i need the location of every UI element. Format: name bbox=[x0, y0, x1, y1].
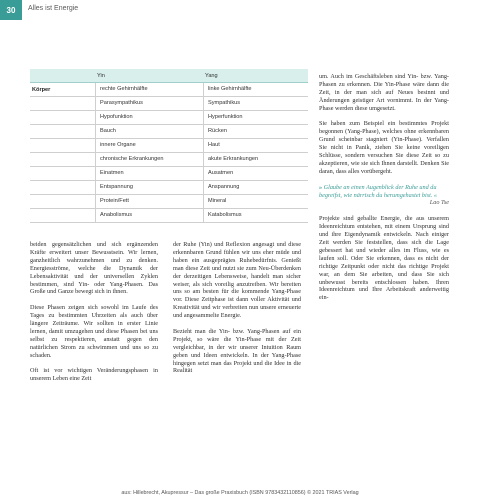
table-header-yin: Yin bbox=[97, 72, 105, 79]
cell-text: innere Organe bbox=[100, 142, 136, 148]
yang-cell bbox=[203, 83, 308, 96]
cell-text: Einatmen bbox=[100, 170, 124, 176]
table-row bbox=[30, 97, 308, 111]
cell-text: Ausatmen bbox=[208, 170, 234, 176]
cell-text: Haut bbox=[208, 142, 220, 148]
table-header-cell bbox=[30, 69, 95, 82]
cell-text: Sympathikus bbox=[208, 100, 241, 106]
yang-cell bbox=[203, 111, 308, 124]
row-category bbox=[30, 209, 95, 222]
paragraph: Oft ist vor wichtigen Veränderungsphasen in unserem Leben eine Zeit bbox=[30, 367, 158, 383]
table-row bbox=[30, 153, 308, 167]
cell-text: akute Erkrankungen bbox=[208, 156, 259, 162]
cell-text: Katabolismus bbox=[208, 212, 242, 218]
cell-text: Entspannung bbox=[100, 184, 133, 190]
row-category bbox=[30, 139, 95, 152]
row-category bbox=[30, 111, 95, 124]
text-column-middle bbox=[173, 241, 301, 375]
yin-cell bbox=[95, 125, 203, 138]
quote-author: Lao Tse bbox=[429, 199, 449, 207]
yang-cell bbox=[203, 125, 308, 138]
quote-text: Glaube an einen Augenblick der Ruhe und du begreifst, wie närrisch du herumgehastet bist. « bbox=[319, 183, 438, 199]
row-category bbox=[30, 195, 95, 208]
row-category bbox=[30, 153, 95, 166]
yin-cell bbox=[95, 167, 203, 180]
table-row bbox=[30, 209, 308, 223]
paragraph: um. Auch im Geschäftsleben sind Yin- bzw. Yang-Phasen zu erkennen. Die Yin-Phase wäre dann die Zeit, in der man sich auf Neues besinnt und Änderungen geistiger Art vornimmt. In der Yang-Phase werden diese umgesetzt. bbox=[319, 73, 449, 112]
table-header-yang: Yang bbox=[205, 72, 218, 79]
table-row bbox=[30, 111, 308, 125]
yang-cell bbox=[203, 139, 308, 152]
page-number: 30 bbox=[0, 0, 22, 20]
cell-text: Anspannung bbox=[208, 184, 240, 190]
text-column-right bbox=[319, 73, 449, 302]
paragraph: der Ruhe (Yin) und Reflexion angesagt und diese erkennbaren Grund fühlen wir uns eher müde und haben ein ausgeprägtes Ruhebedürfnis. Genießt man diese Zeit und nutzt sie zum Neu-Überdenken der derzeitigen Lebensweise, handelt man sicher weiser, als sich voreilig anzutreiben. Wir bereiten uns so am besten für die kommende Yang-Phase vor. Diese Zeitphase ist dann voller Aktivität und Kreativität und wir verbreiten nun unsere erneuerte und angesammelte Energie. bbox=[173, 241, 301, 320]
yin-cell bbox=[95, 181, 203, 194]
table-body bbox=[30, 83, 308, 223]
row-category bbox=[30, 181, 95, 194]
yin-cell bbox=[95, 83, 203, 96]
cell-text: Rücken bbox=[208, 128, 227, 134]
yang-cell bbox=[203, 167, 308, 180]
table-row bbox=[30, 83, 308, 97]
yin-cell bbox=[95, 97, 203, 110]
cell-text: chronische Erkrankungen bbox=[100, 156, 164, 162]
table-row bbox=[30, 125, 308, 139]
yin-yang-table bbox=[30, 69, 308, 223]
row-category bbox=[30, 83, 95, 96]
yang-cell bbox=[203, 181, 308, 194]
cell-text: Hyperfunktion bbox=[208, 114, 243, 120]
yin-cell bbox=[95, 139, 203, 152]
pull-quote bbox=[319, 184, 449, 208]
row-category bbox=[30, 167, 95, 180]
yin-cell bbox=[95, 153, 203, 166]
cell-text: Bauch bbox=[100, 128, 116, 134]
yang-cell bbox=[203, 209, 308, 222]
cell-text: rechte Gehirnhälfte bbox=[100, 86, 148, 92]
cell-text: Parasympathikus bbox=[100, 100, 143, 106]
cell-text: Körper bbox=[32, 86, 51, 93]
table-row bbox=[30, 139, 308, 153]
yang-cell bbox=[203, 153, 308, 166]
yin-cell bbox=[95, 195, 203, 208]
cell-text: Protein/Fett bbox=[100, 198, 129, 204]
cell-text: Hypofunktion bbox=[100, 114, 133, 120]
paragraph: Bezieht man die Yin- bzw. Yang-Phasen auf ein Projekt, so wäre die Yin-Phase mit der Zeit vergleichbar, in der wir unserer Intuition Raum geben und Ideen entwickeln. In der Yang-Phase hingegen setzt man das Projekt und die Idee in die Realität bbox=[173, 327, 301, 375]
cell-text: linke Gehirnhälfte bbox=[208, 86, 252, 92]
paragraph: Sie haben zum Beispiel ein bestimmtes Projekt begonnen (Yang-Phase), welches ohne erkennbaren Grund scheinbar stagniert (Yin-Phase). Verfallen Sie nicht in Panik, ziehen Sie keine voreiligen Schlüsse, sondern versuchen Sie diese Zeit so zu akzeptieren, wie sie sich Ihnen darstellt. Denken Sie daran, dass alles vorübergeht. bbox=[319, 120, 449, 175]
row-category bbox=[30, 125, 95, 138]
cell-text: Anabolismus bbox=[100, 212, 133, 218]
table-row bbox=[30, 195, 308, 209]
table-row bbox=[30, 181, 308, 195]
table-row bbox=[30, 167, 308, 181]
cell-text: Mineral bbox=[208, 198, 227, 204]
yin-cell bbox=[95, 111, 203, 124]
text-column-left bbox=[30, 241, 158, 383]
yang-cell bbox=[203, 195, 308, 208]
quote-mark: » bbox=[319, 183, 323, 191]
row-category bbox=[30, 97, 95, 110]
paragraph: Projekte sind geballte Energie, die aus unserem Ideenreichtum entstehen, mit einem Ursprung sind und ihre Eigendynamik entwickeln. Nach einiger Zeit werden Sie feststellen, dass sich die Lage gebessert hat und wieder alles im Fluss, wie es laufen soll. Oder Sie erkennen, dass es nicht der richtige Zeitpunkt oder nicht das richtige Projekt war, an dem Sie arbeiten, und dass Sie sich unbewusst bereits entschlossen haben. Ihren Ideenreichtum und Ihre Arbeitskraft anderweitig ein- bbox=[319, 215, 449, 302]
yin-cell bbox=[95, 209, 203, 222]
running-title: Alles ist Energie bbox=[28, 5, 79, 12]
table-header-row bbox=[30, 69, 308, 83]
yang-cell bbox=[203, 97, 308, 110]
footer-credit: aus: Hillebrecht, Akupressur – Das große Praxisbuch (ISBN 9783432110856) © 2021 TRIAS Verlag bbox=[121, 490, 359, 496]
paragraph: beiden gegensätzlichen und sich ergänzenden Kräfte erweitert unser Bewusstsein. Wir lernen, ganzheitlich wahrzunehmen und zu denken. Energiesströme, welche die Dynamik der Lebensaktivität und der universellen Zyklen bestimmen, sind Yin- oder Yang-Phasen. Das Große und Ganze bewegt sich in ihnen. bbox=[30, 241, 158, 296]
paragraph: Diese Phasen zeigen sich sowohl im Laufe des Tages zu bestimmten Uhrzeiten als auch über längere Zeiträume. Wir sollten in erster Linie lernen, damit umzugehen und diese Phasen bei uns selbst zu respektieren, anstatt gegen den natürlichen Strom zu schwimmen und uns so zu schaden. bbox=[30, 304, 158, 359]
